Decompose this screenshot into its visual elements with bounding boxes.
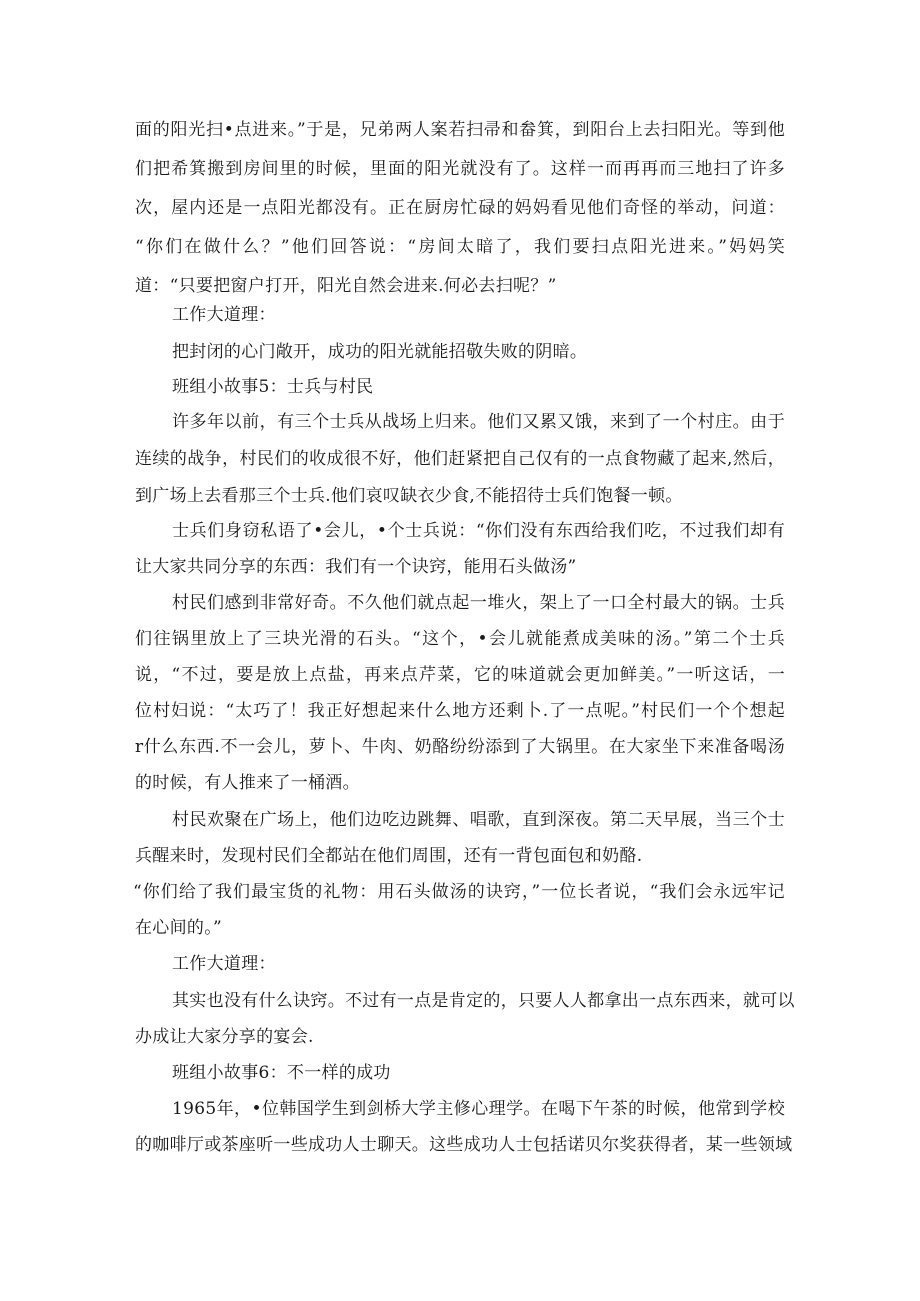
text-line: 的时候，有人推来了一桶酒。 [135,773,360,793]
text-line: 村民们感到非常好奇。不久他们就点起一堆火，架上了一口全村最大的锅。士兵 [172,593,785,613]
text-line: 们往锅里放上了三块光滑的石头。“这个，•会儿就能煮成美味的汤。”第二个士兵 [135,629,785,649]
text-line: r什么东西.不一会儿，萝卜、牛肉、奶酪纷纷添到了大锅里。在大家坐下来准备喝汤 [135,737,785,757]
text-line: 其实也没有什么诀窍。不过有一点是肯定的，只要人人都拿出一点东西来，就可以 [172,991,795,1011]
text-line: 办成让大家分享的宴会. [135,1027,314,1047]
text-line: 村民欢聚在广场上，他们边吃边跳舞、唱歌，直到深夜。第二天早展，当三个士 [172,810,785,830]
section-label: 工作大道理： [172,305,276,325]
text-line: 的咖啡厅或茶座听一些成功人士聊天。这些成功人士包括诺贝尔奖获得者，某一些领域 [135,1135,793,1155]
text-line: 连续的战争，村民们的收成很不好，他们赶紧把自己仅有的一点食物藏了起来,然后， [135,449,785,469]
section-label: 工作大道理： [172,954,276,974]
text-line: 许多年以前，有三个士兵从战场上归来。他们又累又饿，来到了一个村庄。由于 [172,412,785,432]
text-line: 1965年，•位韩国学生到剑桥大学主修心理学。在喝下午茶的时候，他常到学校 [172,1099,785,1119]
text-line: 到广场上去看那三个士兵.他们哀叹缺衣少食,不能招待士兵们饱餐一顿。 [135,486,683,506]
text-line: 道：“只要把窗户打开，阳光自然会进来.何必去扫呢？” [135,276,557,296]
text-line: 让大家共同分享的东西：我们有一个诀窍，能用石头做汤” [135,557,577,577]
text-line: 把封闭的心门敞开，成功的阳光就能招敬失败的阴暗。 [172,342,588,362]
text-line: “你们在做什么？”他们回答说：“房间太暗了，我们要扫点阳光进来。”妈妈笑 [135,237,785,257]
text-line: 位村妇说：“太巧了！我正好想起来什么地方还剩卜.了一点呢。”村民们一个个想起 [135,701,785,721]
text-line: 说，“不过，要是放上点盐，再来点芹菜，它的味道就会更加鲜美。”一听这话，一 [135,665,785,685]
text-line: 面的阳光扫•点进来。”于是，兄弟两人案若扫帚和畚箕，到阳台上去扫阳光。等到他 [135,120,785,140]
text-line: 在心间的。” [135,918,222,938]
text-line: 兵醒来时，发现村民们全都站在他们周围，还有一背包面包和奶酪. [135,846,643,866]
text-line: 次，屋内还是一点阳光都没有。正在厨房忙碌的妈妈看见他们奇怪的举动，问道： [135,198,785,218]
text-line: “你们给了我们最宝货的礼物：用石头做汤的诀窍，”一位长者说，“我们会永远牢记 [133,882,785,902]
text-line: 士兵们身窃私语了•会儿，•个士兵说：“你们没有东西给我们吃，不过我们却有 [172,521,785,541]
text-line: 们把希箕搬到房间里的时候，里面的阳光就没有了。这样一而再再而三地扫了许多 [135,159,785,179]
story-heading: 班组小故事5：士兵与村民 [172,377,374,397]
story-heading: 班组小故事6：不一样的成功 [172,1063,391,1083]
